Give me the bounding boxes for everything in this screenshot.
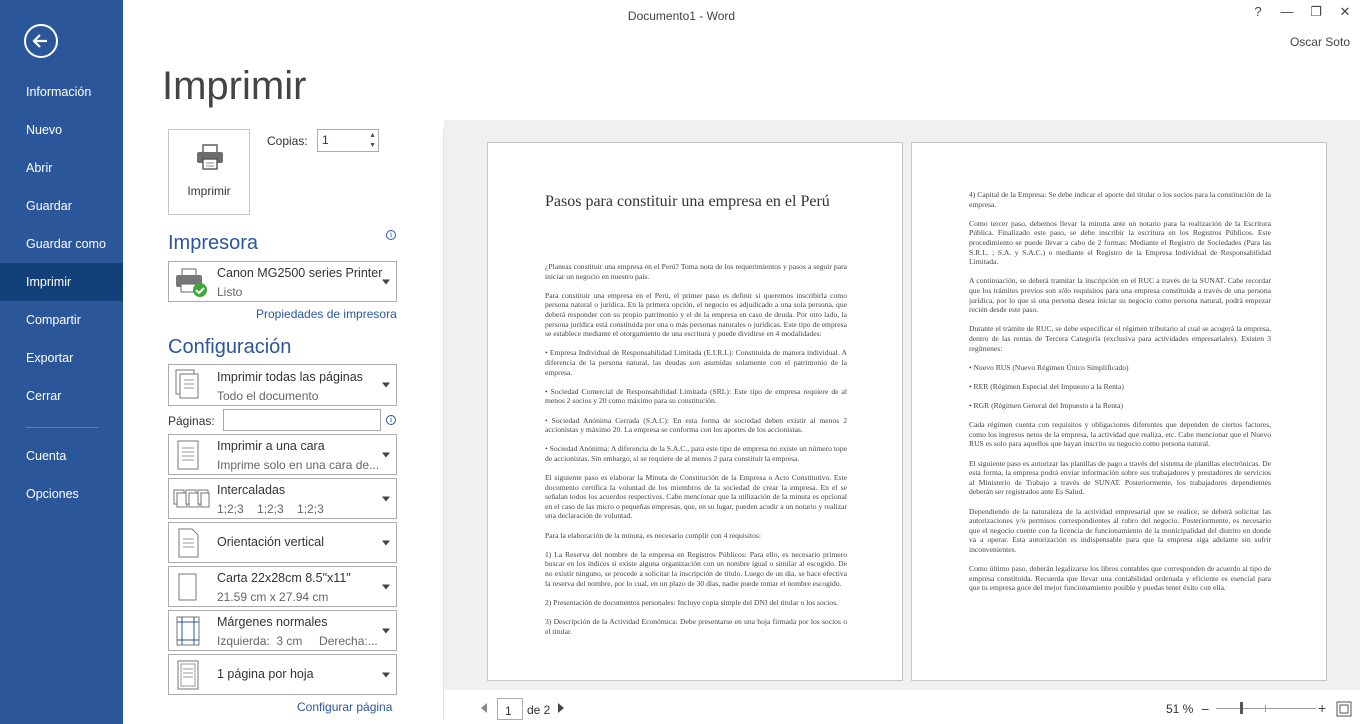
document-paragraph: Cada régimen cuenta con requisitos y obligaciones diferentes que dependen de ciertos factores, como los ingresos netos de la empresa, la actividad que realiza, etc. Cabe mencionar que el Nuevo RUS es solo para aquellos que hayan inscrito su negocio como persona natural. [969, 420, 1271, 449]
document-paragraph: • Empresa Individual de Responsabilidad Limitada (E.I.R.L): Constituida de manera individual. A diferencia de la persona natural, las deudas son asumidas solamente con el patrimonio de la empresa. [545, 348, 847, 377]
preview-page-1 [487, 142, 903, 681]
pages-input[interactable] [223, 409, 381, 431]
sides-sub: Imprime solo en una cara de... [217, 458, 380, 472]
document-paragraph: 2) Presentación de documentos personales: Incluye copia simple del DNI del titular o los socios. [545, 597, 838, 607]
next-page-icon[interactable] [558, 703, 564, 713]
restore-button[interactable]: ❐ [1310, 4, 1322, 19]
print-button[interactable] [168, 129, 250, 215]
copies-down-icon[interactable]: ▼ [369, 142, 376, 149]
nav-share[interactable]: Compartir [26, 313, 81, 327]
one-sided-icon [173, 438, 203, 472]
paper-size-icon [173, 570, 203, 604]
page-title: Imprimir [162, 64, 307, 108]
backstage-sidebar [0, 0, 123, 724]
document-title: Pasos para constituir una empresa en el Perú [545, 193, 830, 210]
printer-dropdown[interactable] [168, 261, 397, 302]
close-button[interactable]: ✕ [1339, 4, 1351, 19]
document-paragraph: 4) Capital de la Empresa: Se debe indicar el aporte del titular o los socios para la constitución de la empresa. [969, 190, 1271, 209]
copies-value: 1 [322, 133, 329, 147]
document-paragraph: Durante el trámite de RUC, se debe especificar el régimen tributario al cual se acogerá la empresa, dentro de las rentas de Tercera Categoría (exclusiva para actividades empresariales). Existen 3 regímenes: [969, 324, 1271, 353]
back-button[interactable] [24, 24, 58, 58]
document-paragraph: • Nuevo RUS (Nuevo Régimen Único Simplificado) [969, 362, 1129, 372]
zoom-out-icon[interactable]: − [1201, 701, 1210, 717]
user-name[interactable]: Oscar Soto [1289, 35, 1350, 49]
nav-new[interactable]: Nuevo [26, 123, 63, 137]
collation-dropdown[interactable] [168, 478, 397, 519]
document-paragraph: Dependiendo de la naturaleza de la actividad empresarial que se realice, se deberá solicitar las autorizaciones y/o permisos correspondientes al rubro del negocio. Posteriormente, es necesario que el negocio cuente con la licencia de funcionamiento de la municipalidad del distrito en donde va a operar. Esta autorización es indispensable para que la empresa siga adelante sin sufrir inconvenientes. [969, 506, 1271, 554]
collated-icon [173, 484, 211, 514]
paper-size-dropdown[interactable] [168, 566, 397, 607]
document-paragraph: • RER (Régimen Especial del Impuesto a la Renta) [969, 381, 1124, 391]
document-paragraph: • RGR (Régimen General del Impuesto a la Renta) [969, 401, 1124, 411]
pages-label: Páginas: [168, 414, 215, 428]
page-1-body [545, 262, 847, 672]
previous-page-icon[interactable] [481, 703, 487, 713]
pages-info-icon[interactable]: i [386, 415, 396, 425]
paper-size-sub: 21.59 cm x 27.94 cm [217, 590, 329, 604]
copies-input[interactable] [317, 129, 379, 152]
pages-per-sheet-dropdown[interactable] [168, 654, 397, 695]
preview-page-2 [911, 142, 1327, 681]
zoom-in-icon[interactable]: + [1318, 700, 1327, 716]
sides-dropdown[interactable] [168, 434, 397, 475]
chevron-down-icon [382, 540, 390, 545]
page-per-sheet-icon [173, 658, 203, 692]
pages-stack-icon [173, 368, 203, 402]
settings-section-title: Configuración [168, 336, 292, 358]
chevron-down-icon [382, 672, 390, 677]
page-2-body [969, 190, 1271, 670]
collation-sub: 1;2;3 1;2;3 1;2;3 [217, 502, 324, 516]
chevron-down-icon [382, 452, 390, 457]
printer-info-icon[interactable]: i [386, 230, 396, 240]
zoom-slider-center-tick [1265, 705, 1266, 712]
zoom-slider[interactable] [1216, 708, 1316, 709]
nav-account[interactable]: Cuenta [26, 449, 67, 463]
margins-icon [173, 614, 203, 648]
pages-per-sheet-main: 1 página por hoja [217, 667, 314, 681]
printer-ready-icon [173, 266, 209, 298]
document-paragraph: Para constituir una empresa en el Perú, el primer paso es definir si queremos inscribirla como persona natural o jurídica. En la primera opción, el negocio es adjudicado a una sola persona, que deberá responder con su propio patrimonio y el de la empresa en caso de deuda. Por otro lado, la persona jurídica está constituida por una o más personas naturales o jurídicas. Este tipo de empresa se establece mediante el otorgamiento de una escritura y puede dividirse en 4 modalidades: [545, 290, 847, 339]
orientation-main: Orientación vertical [217, 535, 324, 549]
document-paragraph: 3) Descripción de la Actividad Económica: Debe presentarse en una hoja firmada por los socios o el titular. [545, 616, 847, 636]
printer-icon [195, 143, 225, 171]
paper-size-main: Carta 22x28cm 8.5"x11" [217, 571, 351, 585]
page-count: de 2 [527, 703, 551, 717]
current-page-input[interactable]: 1 [497, 698, 523, 720]
document-paragraph: • Sociedad Anónima: A diferencia de la S.A.C., para este tipo de empresa no existe un número tope de accionistas. Sin embargo, si se requiere de al menos 2 para constituir la empresa. [545, 444, 847, 463]
chevron-down-icon [382, 628, 390, 633]
print-range-sub: Todo el documento [217, 389, 319, 403]
nav-open[interactable]: Abrir [26, 161, 53, 175]
nav-save-as[interactable]: Guardar como [26, 237, 106, 251]
nav-info[interactable]: Información [26, 85, 92, 99]
print-range-main: Imprimir todas las páginas [217, 370, 363, 384]
zoom-to-page-icon[interactable] [1336, 701, 1352, 717]
document-paragraph: ¿Planeas constituir una empresa en el Perú? Toma nota de los requerimientos y pasos a seguir para iniciar un negocio en nuestro país. [545, 262, 847, 281]
title-bar [123, 0, 1360, 32]
copies-up-icon[interactable]: ▲ [369, 132, 376, 139]
zoom-slider-thumb[interactable] [1240, 702, 1243, 714]
document-paragraph: El siguiente paso es elaborar la Minuta de Constitución de la Empresa o Acto Constitutivo. Este documento certifica la voluntad de los miembros de la sociedad de crear la empresa. En el se señalan todos los acuerdos respectivos. Cabe mencionar que la utilización de la minuta es opcional en el caso de las micro o pequeñas empresas, que, en su lugar, pueden acudir a un notario y realizar una declaración de voluntad. [545, 473, 847, 521]
portrait-page-icon [173, 526, 203, 560]
zoom-level[interactable]: 51 % [1166, 702, 1194, 716]
sides-main: Imprimir a una cara [217, 439, 325, 453]
chevron-down-icon [382, 383, 390, 388]
chevron-down-icon [382, 496, 390, 501]
document-paragraph: A continuación, se deberá tramitar la inscripción en el RUC a través de la SUNAT. Cabe recordar que los trámites previos son sólo requisitos para una empresa constituida a través de una persona jurídica, por lo que si una persona desea iniciar su negocio como persona natural, podrá empezar recién desde este paso. [969, 276, 1271, 315]
document-paragraph: • Sociedad Comercial de Responsabilidad Limitada (SRL): Este tipo de empresa requiere de al menos 2 socios y 20 como máximo para su constitución. [545, 386, 847, 406]
minimize-button[interactable]: — [1280, 4, 1294, 19]
window-title: Documento1 - Word [627, 9, 736, 23]
help-button[interactable]: ? [1254, 4, 1262, 19]
back-arrow-icon [31, 31, 51, 51]
document-paragraph: Para la elaboración de la minuta, es necesario cumplir con 4 requisitos: [545, 530, 761, 540]
margins-sub: Izquierda: 3 cm Derecha:... [217, 634, 378, 648]
document-paragraph: El siguiente paso es autorizar las planillas de pago a través del sistema de planillas electrónicas. De esta forma, la empresa podrá enviar información sobre sus trabajadores y prestadores de servicios al Ministerio de Trabajo a través de SUNAT. Posteriormente, los trabajadores dependientes deberán ser registrados ante Es Salud. [969, 458, 1271, 497]
document-paragraph: • Sociedad Anónima Cerrada (S.A.C): En esta forma de sociedad deben existir al menos 2 accionistas y máximo 20. La empresa se conforma con los aportes de los accionistas. [545, 415, 847, 435]
printer-status: Listo [217, 285, 243, 299]
collation-main: Intercaladas [217, 483, 286, 497]
nav-print[interactable]: Imprimir [0, 263, 123, 301]
orientation-dropdown[interactable] [168, 522, 397, 563]
nav-options[interactable]: Opciones [26, 487, 79, 501]
document-paragraph: Como último paso, deberán legalizarse los libros contables que corresponden de acuerdo al tipo de empresa constituida. Recuerda que llevar una contabilidad ordenada y eficiente es esencial para que tu empresa goce del mejor funcionamiento posible y puedas tener éxito con ella. [969, 564, 1271, 593]
print-preview[interactable] [444, 120, 1360, 690]
nav-save[interactable]: Guardar [26, 199, 72, 213]
chevron-down-icon [382, 279, 390, 284]
print-button-label: Imprimir [187, 184, 231, 198]
printer-name: Canon MG2500 series Printer [217, 266, 383, 280]
document-paragraph: 1) La Reserva del nombre de la empresa en Registros Públicos: Para ello, es necesario primero buscar en los índices si existe alguna organización con un nombre igual o similar al escogido. De no existir ninguno, se procede a solicitar la inscripción de título. Luego de un día, se hace efectiva la reserva del nombre, por lo cual, en un plazo de 30 días, nadie puede tomar el nombre escogido. [545, 549, 847, 588]
nav-divider [26, 427, 98, 428]
page-setup-link[interactable]: Configurar página [297, 700, 393, 714]
printer-properties-link[interactable]: Propiedades de impresora [256, 307, 397, 321]
chevron-down-icon [382, 584, 390, 589]
document-paragraph: Como tercer paso, debemos llevar la minuta ante un notario para la realización de la Escritura Pública. Finalizado este paso, se debe inscribir la escritura en los Registros Públicos. Este procedimiento se puede llevar a cabo de 2 formas: Mediante el Registro de Sociedades (Para las S.R.L. ; S.A. y S.A.C.) o mediante el Registro de la Empresa Individual de Responsabilidad Limitada. [969, 218, 1271, 267]
margins-main: Márgenes normales [217, 615, 328, 629]
nav-export[interactable]: Exportar [26, 351, 74, 365]
margins-dropdown[interactable] [168, 610, 397, 651]
nav-close[interactable]: Cerrar [26, 389, 62, 403]
printer-section-title: Impresora [168, 232, 259, 254]
print-range-dropdown[interactable] [168, 364, 397, 406]
copies-label: Copias: [267, 134, 308, 148]
